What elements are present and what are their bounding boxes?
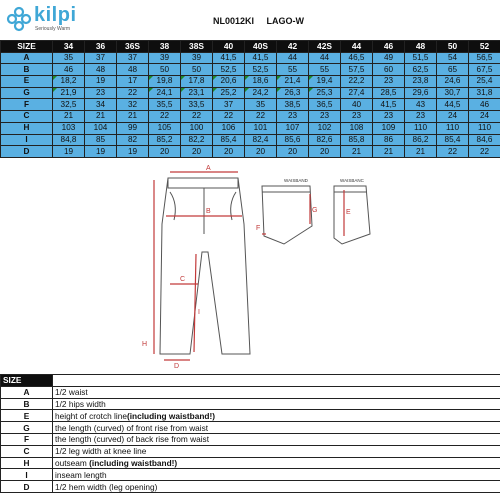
description-header-row bbox=[1, 375, 500, 387]
size-cell: 62,5 bbox=[405, 64, 437, 76]
size-cell: 106 bbox=[213, 122, 245, 134]
description-text bbox=[53, 433, 500, 445]
label-c: C bbox=[180, 276, 186, 283]
description-code: I bbox=[1, 469, 53, 481]
description-row-c bbox=[1, 445, 500, 457]
size-cell: 46 bbox=[53, 64, 85, 76]
size-cell: 20 bbox=[277, 146, 309, 158]
size-cell: 25,4 bbox=[469, 76, 500, 88]
size-cell: 24,6 bbox=[437, 76, 469, 88]
size-cell: 104 bbox=[85, 122, 117, 134]
size-cell: 22 bbox=[117, 87, 149, 99]
size-cell: 22 bbox=[213, 111, 245, 123]
description-text bbox=[53, 481, 500, 493]
size-cell: 32,5 bbox=[53, 99, 85, 111]
size-header-row bbox=[1, 41, 500, 53]
description-code: H bbox=[1, 457, 53, 469]
brand-name: kilpi bbox=[34, 4, 77, 26]
size-cell: 54 bbox=[437, 52, 469, 64]
model-info bbox=[213, 16, 314, 26]
description-label: inseam length bbox=[55, 469, 107, 480]
size-col: 52 bbox=[469, 41, 500, 53]
size-col: 40 bbox=[213, 41, 245, 53]
size-col: 40S bbox=[245, 41, 277, 53]
description-label: 1/2 hips width bbox=[55, 398, 106, 409]
size-cell: 100 bbox=[181, 122, 213, 134]
description-label: the length (curved) of back rise from waist bbox=[55, 434, 210, 445]
size-cell: 31,8 bbox=[469, 87, 500, 99]
size-row-code: E bbox=[1, 76, 53, 88]
description-label: outseam bbox=[55, 457, 90, 468]
size-cell: 35 bbox=[53, 52, 85, 64]
size-cell: 36,5 bbox=[309, 99, 341, 111]
description-code: C bbox=[1, 445, 53, 457]
size-cell: 44,5 bbox=[437, 99, 469, 111]
description-text bbox=[53, 410, 500, 422]
size-cell: 21,4 bbox=[277, 76, 309, 88]
size-cell: 22 bbox=[245, 111, 277, 123]
size-cell: 55 bbox=[309, 64, 341, 76]
size-cell: 27,4 bbox=[341, 87, 373, 99]
size-cell: 22 bbox=[437, 146, 469, 158]
size-cell: 20 bbox=[213, 146, 245, 158]
size-cell: 85,4 bbox=[213, 134, 245, 146]
size-cell: 84,8 bbox=[53, 134, 85, 146]
description-text bbox=[53, 398, 500, 410]
size-cell: 24 bbox=[437, 111, 469, 123]
size-cell: 19 bbox=[53, 146, 85, 158]
size-cell: 110 bbox=[437, 122, 469, 134]
size-row-code: C bbox=[1, 111, 53, 123]
size-cell: 51,5 bbox=[405, 52, 437, 64]
size-cell: 22,2 bbox=[341, 76, 373, 88]
size-cell: 22 bbox=[149, 111, 181, 123]
size-cell: 49 bbox=[373, 52, 405, 64]
size-cell: 105 bbox=[149, 122, 181, 134]
size-cell: 21 bbox=[373, 146, 405, 158]
description-row-e bbox=[1, 410, 500, 422]
description-label: height of crotch line bbox=[55, 410, 127, 421]
size-col: 44 bbox=[341, 41, 373, 53]
side-view-front bbox=[262, 186, 312, 244]
size-cell: 32 bbox=[117, 99, 149, 111]
size-cell: 23 bbox=[341, 111, 373, 123]
size-cell: 25,2 bbox=[213, 87, 245, 99]
size-cell: 21 bbox=[53, 111, 85, 123]
size-cell: 108 bbox=[341, 122, 373, 134]
description-row-h bbox=[1, 457, 500, 469]
size-cell: 50 bbox=[149, 64, 181, 76]
size-row-g bbox=[1, 87, 500, 99]
model-code: NL0012KI bbox=[213, 16, 255, 26]
size-cell: 55 bbox=[277, 64, 309, 76]
description-label: 1/2 leg width at knee line bbox=[55, 446, 147, 457]
description-label: the length (curved) of front rise from waist bbox=[55, 422, 209, 433]
size-cell: 44 bbox=[277, 52, 309, 64]
size-row-code: A bbox=[1, 52, 53, 64]
description-code: B bbox=[1, 398, 53, 410]
size-row-b bbox=[1, 64, 500, 76]
description-label: 1/2 waist bbox=[55, 387, 88, 398]
size-cell: 21 bbox=[117, 111, 149, 123]
size-cell: 84,6 bbox=[469, 134, 500, 146]
size-cell: 103 bbox=[53, 122, 85, 134]
size-cell: 41,5 bbox=[213, 52, 245, 64]
size-cell: 21 bbox=[85, 111, 117, 123]
label-b: B bbox=[206, 208, 211, 215]
size-cell: 109 bbox=[373, 122, 405, 134]
size-cell: 20 bbox=[245, 146, 277, 158]
size-cell: 23,1 bbox=[181, 87, 213, 99]
size-cell: 57,5 bbox=[341, 64, 373, 76]
size-cell: 52,5 bbox=[245, 64, 277, 76]
size-cell: 56,5 bbox=[469, 52, 500, 64]
size-row-a bbox=[1, 52, 500, 64]
size-cell: 23 bbox=[309, 111, 341, 123]
size-cell: 39 bbox=[181, 52, 213, 64]
size-cell: 25,3 bbox=[309, 87, 341, 99]
size-cell: 52,5 bbox=[213, 64, 245, 76]
size-cell: 85 bbox=[85, 134, 117, 146]
description-row-a bbox=[1, 386, 500, 398]
size-cell: 50 bbox=[181, 64, 213, 76]
size-col: 36S bbox=[117, 41, 149, 53]
side-view-back bbox=[334, 186, 370, 244]
size-cell: 86,2 bbox=[405, 134, 437, 146]
size-cell: 21 bbox=[341, 146, 373, 158]
size-cell: 43 bbox=[405, 99, 437, 111]
size-cell: 67,5 bbox=[469, 64, 500, 76]
size-cell: 38,5 bbox=[277, 99, 309, 111]
description-code: F bbox=[1, 433, 53, 445]
size-cell: 107 bbox=[277, 122, 309, 134]
size-row-c bbox=[1, 111, 500, 123]
size-cell: 18,6 bbox=[245, 76, 277, 88]
size-cell: 19 bbox=[85, 76, 117, 88]
size-cell: 23 bbox=[373, 111, 405, 123]
size-table bbox=[0, 40, 500, 158]
size-row-h bbox=[1, 122, 500, 134]
size-cell: 82,6 bbox=[309, 134, 341, 146]
size-cell: 65 bbox=[437, 64, 469, 76]
size-cell: 29,6 bbox=[405, 87, 437, 99]
size-row-code: D bbox=[1, 146, 53, 158]
size-cell: 85,4 bbox=[437, 134, 469, 146]
size-cell: 23 bbox=[277, 111, 309, 123]
size-col: 50 bbox=[437, 41, 469, 53]
size-cell: 44 bbox=[309, 52, 341, 64]
size-cell: 24,1 bbox=[149, 87, 181, 99]
description-code: A bbox=[1, 386, 53, 398]
size-cell: 48 bbox=[117, 64, 149, 76]
size-cell: 23,8 bbox=[405, 76, 437, 88]
size-cell: 35 bbox=[245, 99, 277, 111]
size-cell: 20 bbox=[181, 146, 213, 158]
size-cell: 85,8 bbox=[341, 134, 373, 146]
size-col: 38 bbox=[149, 41, 181, 53]
size-row-d bbox=[1, 146, 500, 158]
description-header-blank bbox=[53, 375, 500, 387]
description-row-d bbox=[1, 481, 500, 493]
label-d: D bbox=[174, 363, 180, 370]
description-table bbox=[0, 374, 500, 493]
size-cell: 28,5 bbox=[373, 87, 405, 99]
brand-tagline: Seriously Warm bbox=[35, 26, 71, 32]
size-cell: 82,2 bbox=[181, 134, 213, 146]
size-cell: 18,2 bbox=[53, 76, 85, 88]
description-text bbox=[53, 445, 500, 457]
size-cell: 40 bbox=[341, 99, 373, 111]
size-cell: 60 bbox=[373, 64, 405, 76]
size-cell: 23 bbox=[405, 111, 437, 123]
description-row-i bbox=[1, 469, 500, 481]
size-cell: 17,8 bbox=[181, 76, 213, 88]
size-cell: 46 bbox=[469, 99, 500, 111]
size-cell: 39 bbox=[149, 52, 181, 64]
size-row-code: H bbox=[1, 122, 53, 134]
size-cell: 41,5 bbox=[245, 52, 277, 64]
size-cell: 23 bbox=[85, 87, 117, 99]
size-cell: 20 bbox=[309, 146, 341, 158]
size-cell: 19 bbox=[85, 146, 117, 158]
snowflake-icon bbox=[6, 6, 32, 32]
label-g: G bbox=[312, 207, 318, 214]
size-row-e bbox=[1, 76, 500, 88]
size-cell: 22 bbox=[469, 146, 500, 158]
label-e: E bbox=[346, 209, 351, 216]
description-text bbox=[53, 469, 500, 481]
label-a: A bbox=[206, 165, 211, 172]
model-name: LAGO-W bbox=[266, 16, 305, 26]
size-table-body bbox=[1, 52, 500, 157]
size-row-code: I bbox=[1, 134, 53, 146]
description-row-b bbox=[1, 398, 500, 410]
label-f: F bbox=[256, 225, 261, 232]
size-cell: 19 bbox=[117, 146, 149, 158]
size-col: 34 bbox=[53, 41, 85, 53]
label-h: H bbox=[142, 341, 148, 348]
size-col: 42 bbox=[277, 41, 309, 53]
waistband bbox=[168, 178, 238, 188]
size-cell: 34 bbox=[85, 99, 117, 111]
description-text bbox=[53, 386, 500, 398]
size-cell: 17 bbox=[117, 76, 149, 88]
brand-logo bbox=[6, 6, 96, 34]
size-cell: 82 bbox=[117, 134, 149, 146]
size-cell: 85,6 bbox=[277, 134, 309, 146]
size-row-code: G bbox=[1, 87, 53, 99]
description-row-g bbox=[1, 422, 500, 434]
size-cell: 99 bbox=[117, 122, 149, 134]
size-cell: 86 bbox=[373, 134, 405, 146]
description-note: (including waistband!) bbox=[126, 410, 215, 421]
description-note: (including waistband!) bbox=[89, 457, 178, 468]
description-code: E bbox=[1, 410, 53, 422]
pants-outline bbox=[160, 178, 250, 354]
size-col: 46 bbox=[373, 41, 405, 53]
size-cell: 20 bbox=[149, 146, 181, 158]
size-cell: 26,3 bbox=[277, 87, 309, 99]
size-cell: 33,5 bbox=[181, 99, 213, 111]
size-cell: 82,4 bbox=[245, 134, 277, 146]
size-cell: 101 bbox=[245, 122, 277, 134]
description-code: G bbox=[1, 422, 53, 434]
size-col: 48 bbox=[405, 41, 437, 53]
size-cell: 19,4 bbox=[309, 76, 341, 88]
pants-diagram bbox=[134, 164, 374, 370]
size-cell: 85,2 bbox=[149, 134, 181, 146]
size-cell: 21,9 bbox=[53, 87, 85, 99]
size-corner: SIZE bbox=[1, 41, 53, 53]
size-cell: 22 bbox=[181, 111, 213, 123]
size-row-code: F bbox=[1, 99, 53, 111]
size-col: 42S bbox=[309, 41, 341, 53]
size-cell: 46,5 bbox=[341, 52, 373, 64]
size-cell: 48 bbox=[85, 64, 117, 76]
size-cell: 37 bbox=[85, 52, 117, 64]
size-row-i bbox=[1, 134, 500, 146]
size-cell: 102 bbox=[309, 122, 341, 134]
size-cell: 20,6 bbox=[213, 76, 245, 88]
size-cell: 37 bbox=[117, 52, 149, 64]
header bbox=[0, 0, 500, 38]
size-row-code: B bbox=[1, 64, 53, 76]
description-label: 1/2 hem width (leg opening) bbox=[55, 481, 158, 492]
description-text bbox=[53, 457, 500, 469]
size-cell: 21 bbox=[405, 146, 437, 158]
size-cell: 110 bbox=[469, 122, 500, 134]
size-cell: 110 bbox=[405, 122, 437, 134]
size-cell: 19,8 bbox=[149, 76, 181, 88]
size-col: 36 bbox=[85, 41, 117, 53]
description-header: SIZE bbox=[1, 375, 53, 387]
description-code: D bbox=[1, 481, 53, 493]
description-table-body bbox=[1, 386, 500, 492]
description-text bbox=[53, 422, 500, 434]
size-row-f bbox=[1, 99, 500, 111]
label-i: I bbox=[198, 309, 200, 316]
waistband-label-1: WAISBAND bbox=[284, 178, 308, 183]
description-row-f bbox=[1, 433, 500, 445]
size-col: 38S bbox=[181, 41, 213, 53]
size-cell: 23 bbox=[373, 76, 405, 88]
size-cell: 35,5 bbox=[149, 99, 181, 111]
size-cell: 41,5 bbox=[373, 99, 405, 111]
waistband-label-2: WAISBANC bbox=[340, 178, 364, 183]
size-cell: 37 bbox=[213, 99, 245, 111]
size-cell: 24 bbox=[469, 111, 500, 123]
size-cell: 24,2 bbox=[245, 87, 277, 99]
size-cell: 30,7 bbox=[437, 87, 469, 99]
